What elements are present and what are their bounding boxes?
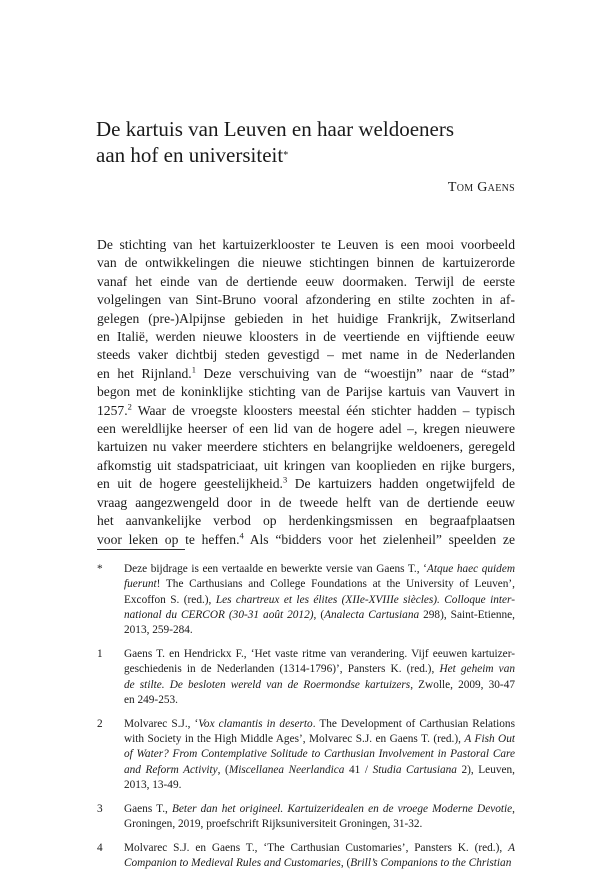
footnote-ref: 2 [127,401,132,412]
footnote-line: Companion to Medieval Rules and Customaries, (Brill’s Companions to the Christian [124,857,512,870]
body-line: kartuizen nu vaker meerdere stichters en belangrijke weldoeners, geregeld [97,439,515,455]
body-line: De stichting van het kartuizerklooster te Leuven is een mooi voorbeeld [97,237,515,252]
italic-title: Brill’s Companions to the Christian [350,857,512,870]
article-title [96,116,516,168]
footnote-line: Excoffon S. (red.), Les chartreux et les élites (XIIe-XVIIIe siècles). Colloque inter- [124,593,515,606]
italic-title: Vox clamantis in deserto [198,717,313,730]
footnote [97,717,515,793]
italic-title: of Water? From Contemplative Solitude to Carthusian Involvement in Pastoral Care [124,748,515,761]
footnote-line: 2013, 259-284. [124,624,193,637]
footnote-line: national du CERCOR (30-31 août 2012), (Analecta Cartusiana 298), Saint-Etienne, [124,608,515,621]
footnote-text [124,647,515,708]
body-line: en uit de hogere geestelijkheid.$^3$ De kartuizers hadden ongetwijfeld de [97,475,515,492]
footnote [97,562,515,638]
footnote-line: Molvarec S.J., ‘Vox clamantis in deserto. The Development of Carthusian Relations [124,717,515,730]
italic-title: Les chartreux et les élites (XIIe-XVIIIe siècles). Colloque inter- [215,593,515,606]
footnote-text [124,802,515,833]
italic-title: Beter dan het origineel. Kartuizeridealen en de vroege Moderne Devotie [172,802,513,815]
italic-title: Miscellanea Neerlandica [228,763,345,776]
body-line: en het Rijnland.$^1$ Deze verschuiving van de “woestijn” naar de “stad” [97,364,515,381]
footnote-text [124,562,515,638]
footnote-mark: 1 [97,647,103,660]
footnote-line [124,747,515,762]
body-line: gelegen (pre-)Alpijnse gebieden in het huidige Frankrijk, Zwitserland [97,310,515,326]
footnote-line: Deze bijdrage is een vertaalde en bewerkte versie van Gaens T., ‘Atque haec quidem [124,563,515,575]
italic-title: Studia Cartusiana [372,763,457,776]
body-line: voor leken op te heffen.$^4$ Als “bidders voor het zielenheil” speelden ze [97,530,515,547]
footnote [97,841,515,872]
footnote-line: Groningen, 2019, proefschrift Rijksuniversiteit Groningen, 31-32. [124,817,423,830]
footnote [97,647,515,708]
body-line: afkomstig uit stadspatriciaat, uit kringen van kooplieden en rijke burgers, [97,457,515,473]
body-text [97,236,515,549]
body-line: vraag aangezwengeld door in de tweede helft van de dertiende eeuw [97,494,515,510]
footnote-line: de stilte. De besloten wereld van de Roermondse kartuizers, Zwolle, 2009, 30-47 [124,678,515,691]
italic-title: Companion to Medieval Rules and Customaries [124,857,341,870]
italic-title: de stilte. De besloten wereld van de Roermondse kartuizers [124,678,411,691]
body-line: 1257.$^2$ Waar de vroegste kloosters meestal één stichter hadden – typisch [97,401,515,418]
title-footnote-mark: * [283,150,289,161]
footnote-text [124,841,515,872]
body-line: steeds vaker dichtbij steden gevestigd – met name in de Nederlanden [97,347,515,363]
footnote-line: with Society in the High Middle Ages’, Molvarec S.J. en Gaens T. (red.), A Fish Out [124,732,515,745]
italic-title: fuerunt [124,578,157,591]
author-name: Tom Gaens [447,180,515,195]
title-line-1: De kartuis van Leuven en haar weldoeners [96,117,455,141]
body-line: een wereldlijke heerser of een lid van de hogere adel –, kregen nieuwere [97,421,515,437]
italic-title: A [508,841,515,854]
footnote-line: 2013, 13-49. [124,778,182,791]
italic-title: Het geheim van [439,663,515,676]
footnote-ref: 1 [191,364,196,375]
footnote-mark: 3 [97,802,103,815]
footnote [97,802,515,833]
footnote-mark: 4 [97,841,103,854]
footnote-line: geschiedenis in de Nederlanden (1314-1796)’, Pansters K. (red.), Het geheim van [124,663,515,676]
body-line: volgelingen van Sint-Bruno vooral afzondering en stilte zochten in af- [97,292,515,308]
footnote-line: Molvarec S.J. en Gaens T., ‘The Carthusian Customaries’, Pansters K. (red.), A [124,841,515,854]
footnote-line: en 249-253. [124,693,178,706]
italic-title: Atque haec quidem [426,563,515,575]
title-line-2-text: aan hof en universiteit [96,143,284,167]
italic-title: Analecta Cartusiana [324,608,420,621]
footnote-mark: 2 [97,717,103,730]
footnote-line: Gaens T. en Hendrickx F., ‘Het vaste ritme van verandering. Vijf eeuwen kartuizer- [124,647,515,660]
footnote-line: Gaens T., Beter dan het origineel. Kartuizeridealen en de vroege Moderne Devotie, [124,802,515,815]
body-line: begon met de koninklijke stichting van de Parijse kartuis van Vauvert in [97,384,515,400]
footnote-rule [97,549,185,550]
footnote-line: and Reform Activity, (Miscellanea Neerlandica 41 / Studia Cartusiana 2), Leuven, [124,763,515,776]
footnotes [97,562,515,880]
body-line: vanaf het einde van de dertiende eeuw doormaken. Terwijl de eerste [97,273,515,289]
footnote-line: fuerunt! The Carthusians and College Foundations at the University of Leuven’, [124,578,515,591]
italic-title: national du CERCOR (30-31 août 2012) [124,608,314,621]
title-line-2 [96,142,516,168]
footnote-ref: 3 [282,475,288,485]
footnote-ref: 4 [239,530,244,540]
footnote-text [124,717,515,793]
body-line: en Italië, werden nieuwe kloosters in de veertiende en vijftiende eeuw [97,329,515,345]
italic-title: and Reform Activity [124,763,218,776]
body-line: het aanvankelijke verbod op herdenkingsmissen en begraafplaatsen [97,513,515,529]
italic-title: A Fish Out [464,732,515,745]
footnote-mark: * [97,563,103,575]
body-line: van de ontwikkelingen die nieuwe stichtingen binnen de kartuizerorde [97,255,515,271]
